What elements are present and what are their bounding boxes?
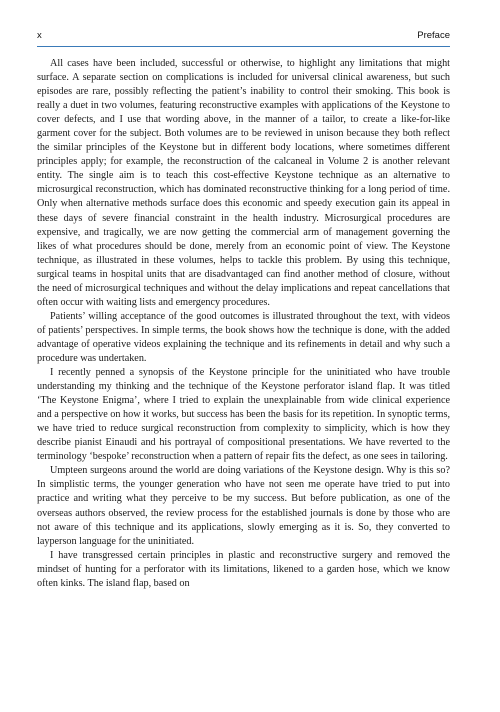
paragraph: Patients’ willing acceptance of the good outcomes is illustrated throughout the text, with videos of patients’ perspectives. In simple terms, the book shows how the technique is done, with the added advantage of operative videos explaining the technique and its refinements in detail and why such a procedure was undertaken.: [37, 310, 450, 364]
paragraph: Umpteen surgeons around the world are doing variations of the Keystone design. Why is this so? In simplistic terms, the younger generation who have not seen me operate have tried to put into practice and writing what they perceive to be my success. But before publication, as one of the overseas authors observed, the review process for the established journals is done by those who are not aware of this technique and its applications, slowly emerging as it is. So, they converted to layperson language for the uninitiated.: [37, 465, 450, 547]
paragraph: I recently penned a synopsis of the Keystone principle for the uninitiated who have trouble understanding my thinking and the technique of the Keystone perforator island flap. It was titled ‘The Keystone Enigma’, where I tried to explain the unexplainable from wide clinical experience and a perspective on how it works, but success has been the basis for its repetition. In synoptic terms, we have tried to reduce surgical reconstruction from complexity to simplicity, which is how they describe pianist Einaudi and his portrayal of compositional presentations. We have reverted to the terminology ‘bespoke’ reconstruction when a pattern of repair fits the defect, as one sees in tailoring.: [37, 367, 450, 463]
paragraph: All cases have been included, successful or otherwise, to highlight any limitations that might surface. A separate section on complications is included for universal clinical awareness, but such episodes are rare, possibly reflecting the patient’s inability to control their smoking. This book is really a duet in two volumes, featuring reconstructive examples with applications of the Keystone to cover defects, and I use that wording above, in the manner of a tailor, to create a like-for-like garment cover for the subject. Both volumes are to be reviewed in unison because they both reflect the similar principles of the Keystone but in different body locations, where sometimes different principles apply; for example, the reconstruction of the calcaneal in Volume 2 is another relevant entity. The single aim is to teach this cost-effective Keystone technique as an alternative to microsurgical reconstruction, which has dominated reconstructive thinking for a long period of time. Only when alternative methods surface does this economic and speedy execution gain its appeal in these days of severe financial constraint in the health industry. Microsurgical procedures are expensive, and tragically, we are now getting the commercial arm of management governing the likes of what procedures should be done, merely from an economic point of view. The Keystone technique, as illustrated in these volumes, helps to tackle this problem. By using this technique, surgical teams in hospital units that are disadvantaged can find another method of closure, without the need of microsurgical techniques and without the delay implications and repeat cancellations that often occur with waiting lists and emergency procedures.: [37, 58, 450, 308]
running-head: [37, 30, 450, 42]
paragraph: I have transgressed certain principles in plastic and reconstructive surgery and removed the mindset of hunting for a perforator with its limitations, likened to a garden hose, which we know often kinks. The island flap, based on: [37, 549, 450, 589]
page-number: x: [37, 30, 42, 41]
section-title: Preface: [417, 30, 450, 41]
header-rule: [37, 46, 450, 47]
body-text: [37, 57, 450, 591]
